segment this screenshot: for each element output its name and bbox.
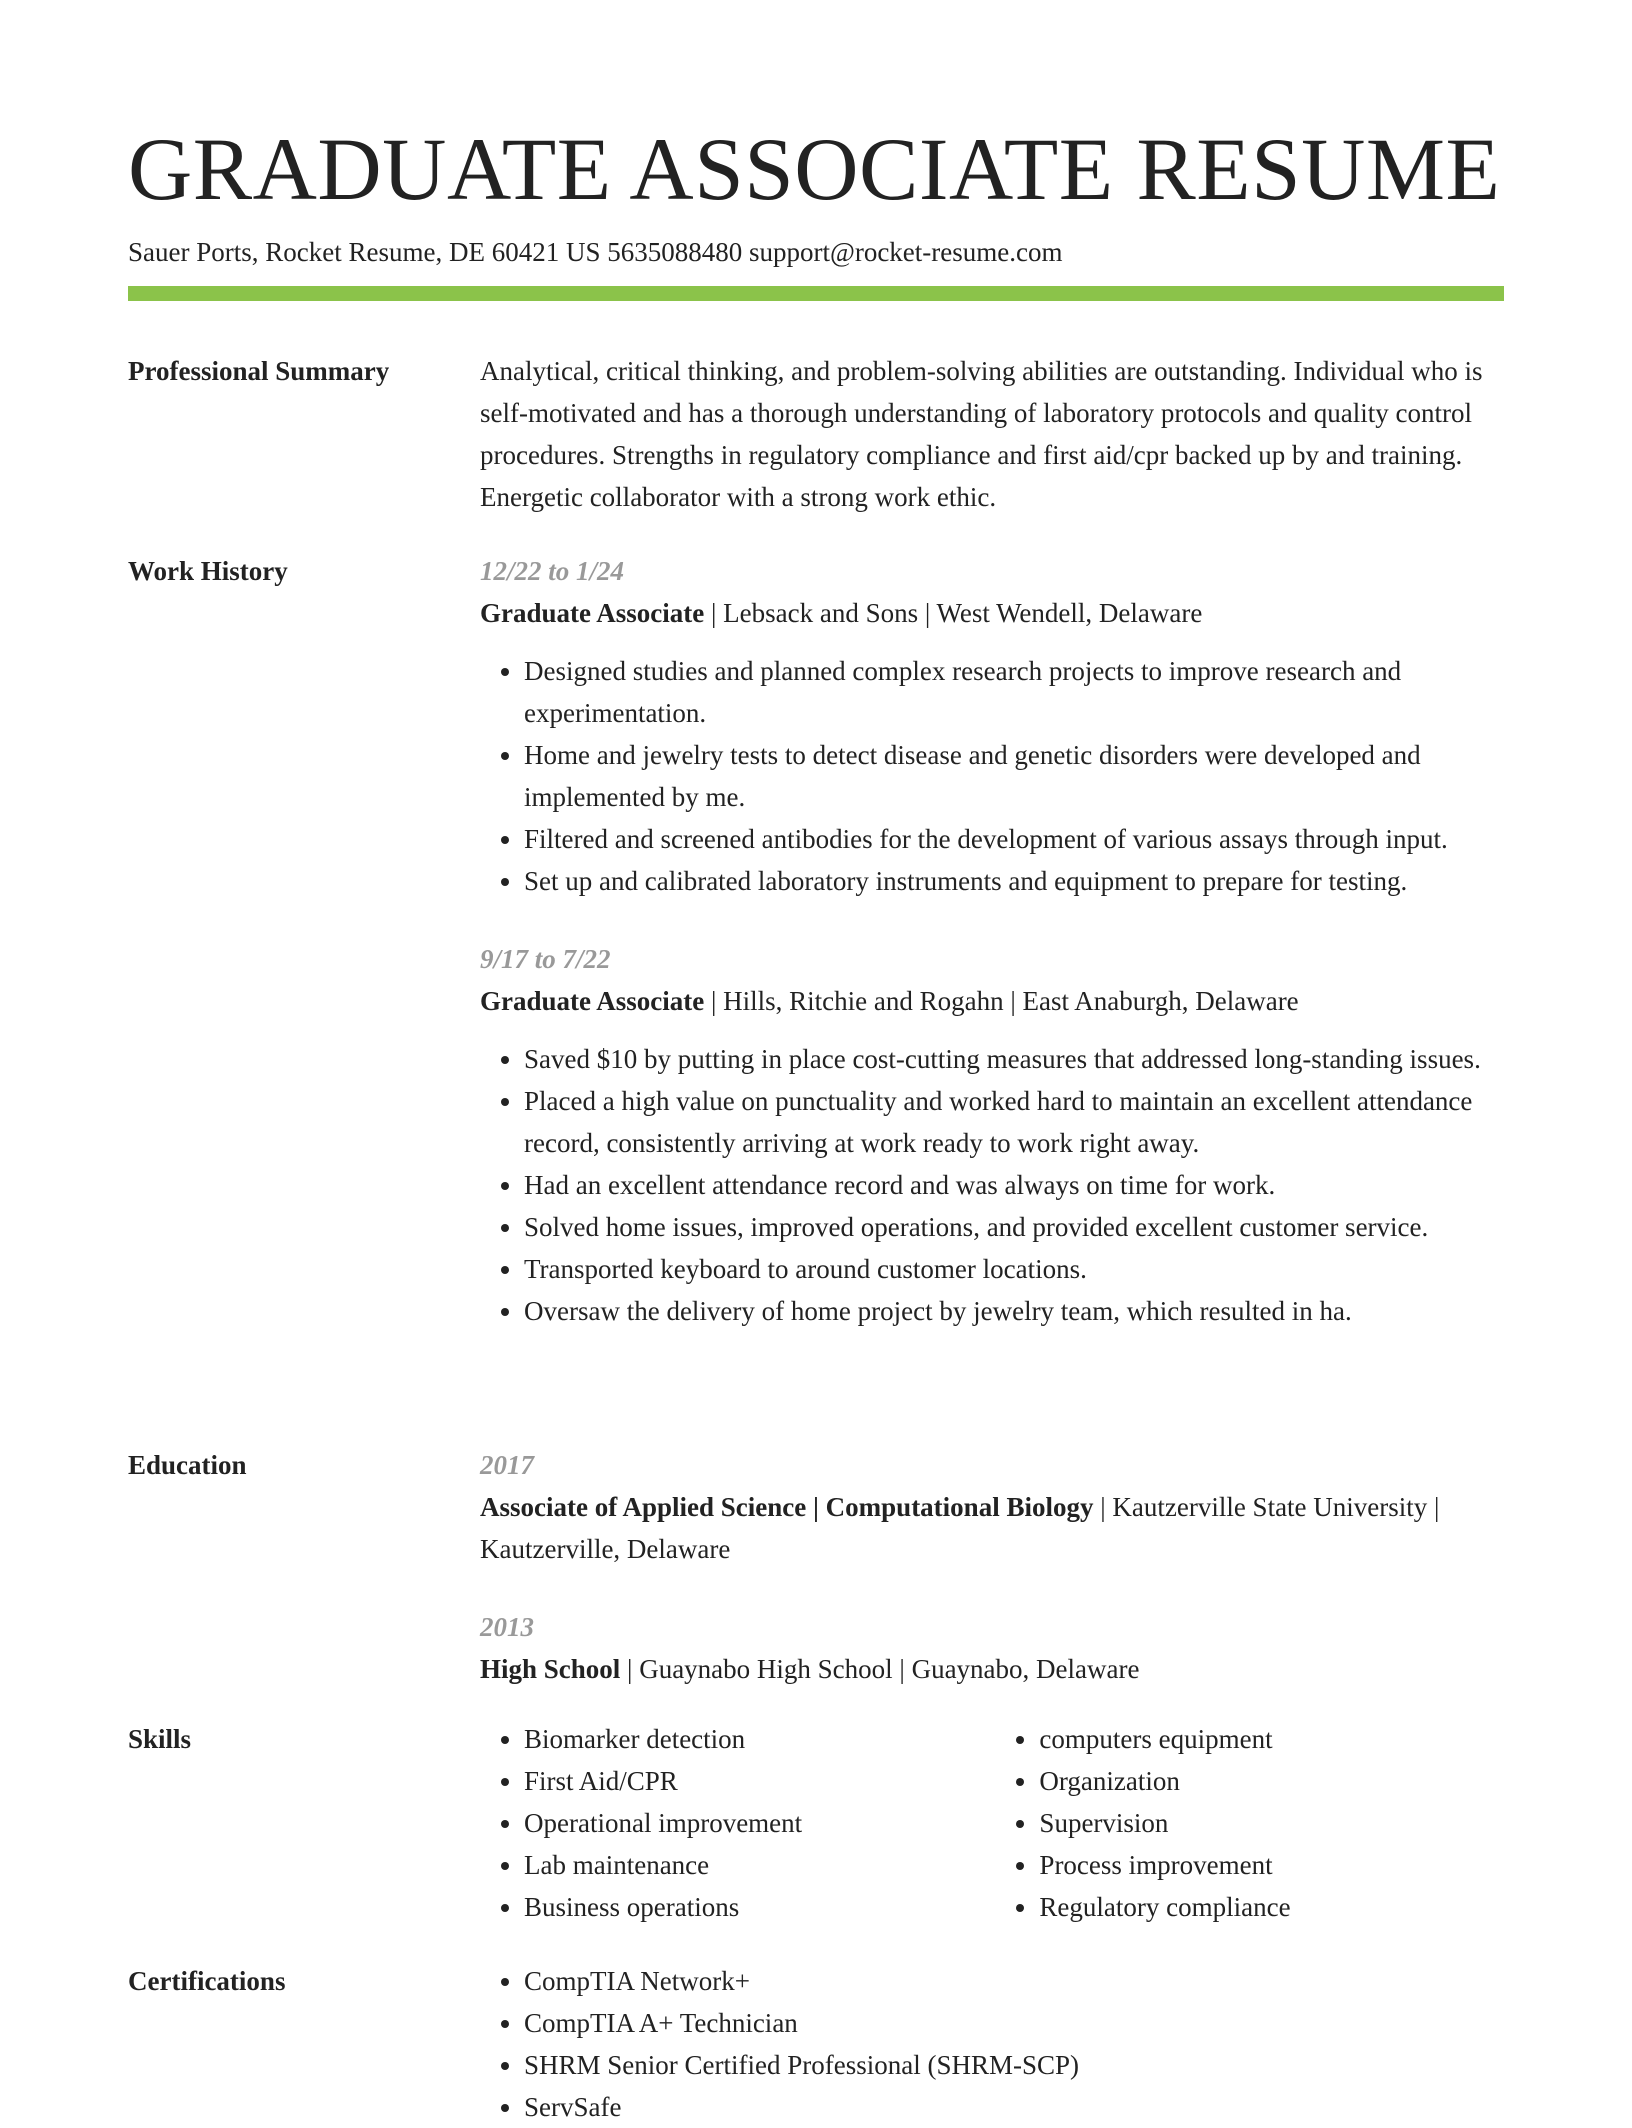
skill-item: • Business operations [524,1886,951,1928]
skill-item: • computers equipment [1039,1718,1504,1760]
job-bullet: • Designed studies and planned complex research projects to improve research and experimentation. [524,650,1504,734]
job-title-line [480,980,1504,1022]
certification-item: • CompTIA A+ Technician [524,2002,1504,2044]
job-entry [480,550,1504,902]
skill-item: • Process improvement [1039,1844,1504,1886]
certification-item: • CompTIA Network+ [524,1960,1504,2002]
job-bullet: • Oversaw the delivery of home project by jewelry team, which resulted in ha. [524,1290,1504,1332]
education-year: 2017 [480,1450,534,1480]
job-bullet: • Filtered and screened antibodies for the development of various assays through input. [524,818,1504,860]
section-label-skills: Skills [128,1724,192,1754]
job-date: 9/17 to 7/22 [480,944,611,974]
education-entry [480,1606,1504,1690]
resume-title: GRADUATE ASSOCIATE RESUME [128,121,1501,219]
education-line [480,1486,1504,1570]
education-details: | Kautzerville State University | Kautzerville, Delaware [480,1492,1440,1564]
education-degree: Associate of Applied Science | Computational Biology [480,1492,1094,1522]
job-bullet: • Had an excellent attendance record and was always on time for work. [524,1164,1504,1206]
skills-columns [480,1718,1504,1928]
job-title-line [480,592,1504,634]
skill-item: • Operational improvement [524,1802,951,1844]
certifications-list [480,1960,1504,2128]
skills-list-right [995,1718,1504,1928]
education-details: | Guaynabo High School | Guaynabo, Delaware [620,1654,1140,1684]
contact-line: Sauer Ports, Rocket Resume, DE 60421 US 5635088480 support@rocket-resume.com [128,237,1063,267]
resume-header [128,118,1504,270]
job-bullet: • Home and jewelry tests to detect disease and genetic disorders were developed and implemented by me. [524,734,1504,818]
job-bullet: • Solved home issues, improved operations, and provided excellent customer service. [524,1206,1504,1248]
job-role: Graduate Associate [480,986,705,1016]
education-year: 2013 [480,1612,534,1642]
job-date: 12/22 to 1/24 [480,556,625,586]
skill-item: • Biomarker detection [524,1718,951,1760]
certification-item: • SHRM Senior Certified Professional (SHRM-SCP) [524,2044,1504,2086]
skills-list-left [480,1718,951,1928]
job-role: Graduate Associate [480,598,705,628]
job-details: | Lebsack and Sons | West Wendell, Delaware [704,598,1203,628]
job-bullets [480,1038,1504,1332]
section-label-education: Education [128,1450,247,1480]
certification-item: • ServSafe [524,2086,1504,2128]
skill-item: • Lab maintenance [524,1844,951,1886]
skill-item: • First Aid/CPR [524,1760,951,1802]
job-bullets [480,650,1504,902]
summary-text: Analytical, critical thinking, and problem-solving abilities are outstanding. Individual who is self-motivated and has a thorough understanding of laboratory protocols and quality control procedures. Strengths in regulatory compliance and first aid/cpr backed up by and training. Energetic collaborator with a strong work ethic. [480,356,1483,512]
skill-item: • Supervision [1039,1802,1504,1844]
education-degree: High School [480,1654,621,1684]
job-bullet: • Set up and calibrated laboratory instruments and equipment to prepare for testing. [524,860,1504,902]
job-entry [480,938,1504,1332]
skill-item: • Regulatory compliance [1039,1886,1504,1928]
job-bullet: • Saved $10 by putting in place cost-cutting measures that addressed long-standing issues. [524,1038,1504,1080]
section-label-certifications: Certifications [128,1966,286,1996]
education-entry [480,1444,1504,1570]
job-details: | Hills, Ritchie and Rogahn | East Anaburgh, Delaware [704,986,1299,1016]
education-line [480,1648,1504,1690]
section-label-summary: Professional Summary [128,356,390,386]
skill-item: • Organization [1039,1760,1504,1802]
section-label-work-history: Work History [128,556,288,586]
accent-divider [128,286,1504,301]
job-bullet: • Placed a high value on punctuality and worked hard to maintain an excellent attendance record, consistently arriving at work ready to work right away. [524,1080,1504,1164]
job-bullet: • Transported keyboard to around customer locations. [524,1248,1504,1290]
